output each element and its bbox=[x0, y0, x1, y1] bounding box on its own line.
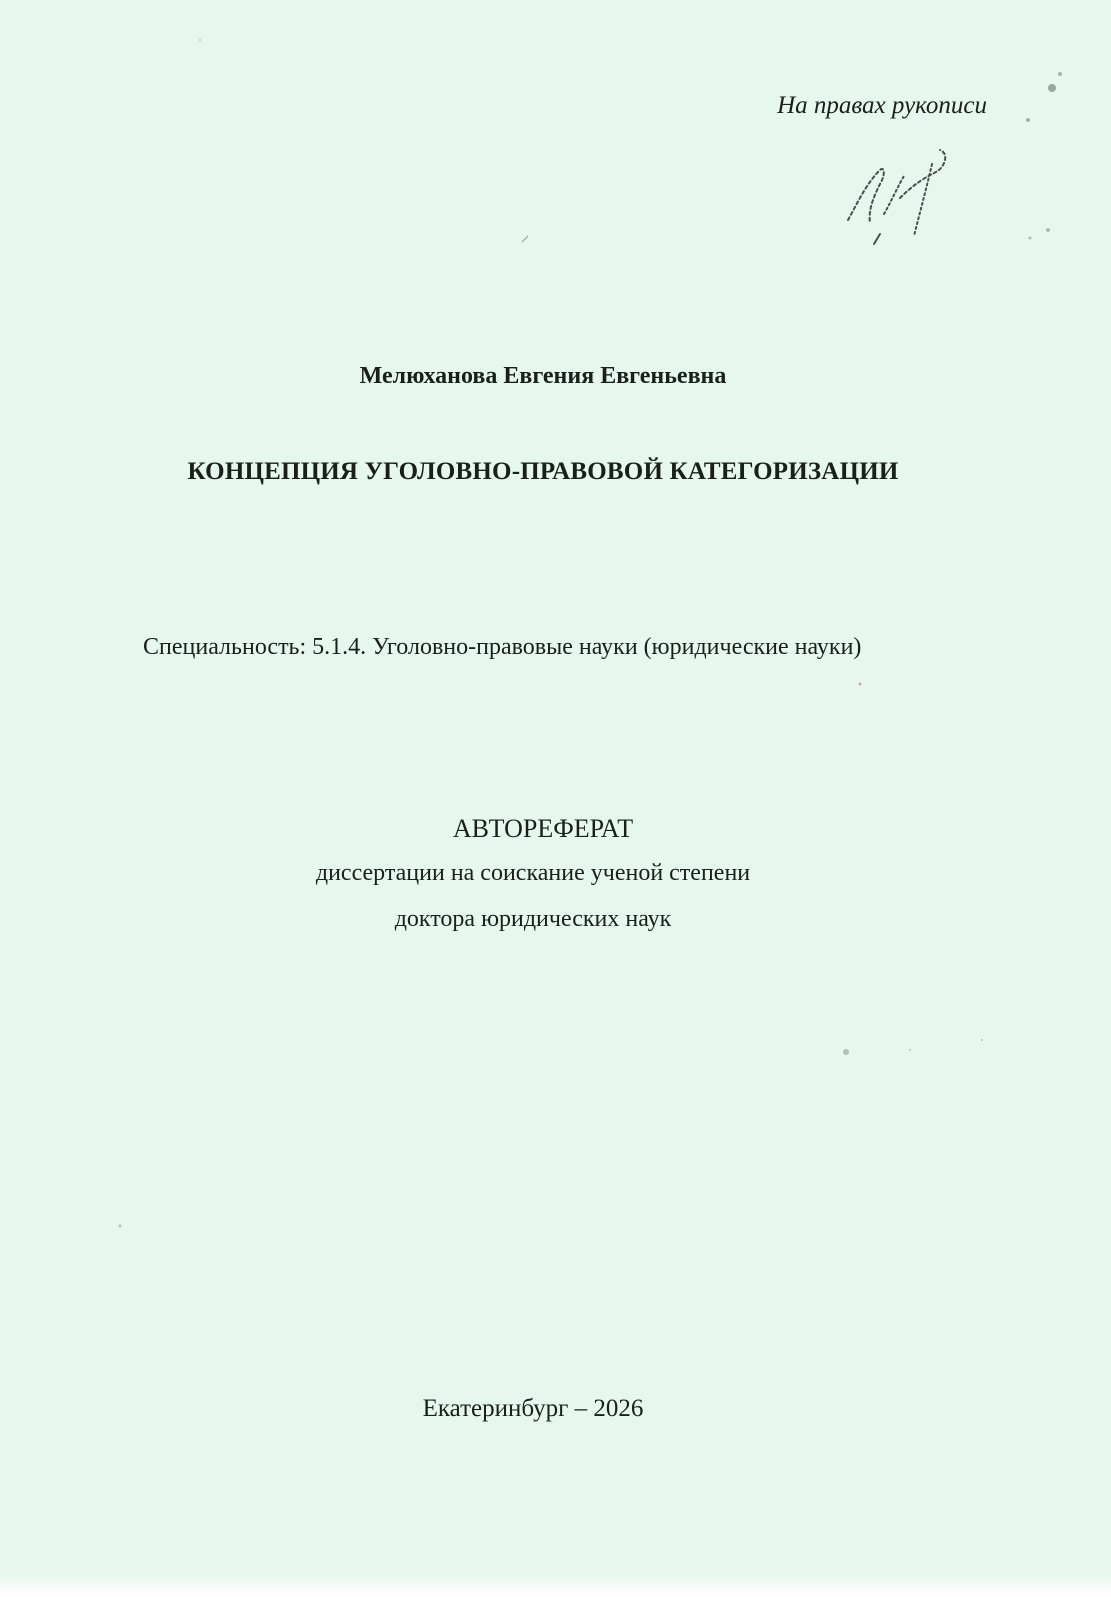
degree-line-1: диссертации на соискание ученой степени bbox=[315, 860, 751, 886]
rights-note: На правах рукописи bbox=[777, 92, 987, 119]
handwritten-signature bbox=[840, 140, 970, 260]
document-type: АВТОРЕФЕРАТ bbox=[452, 814, 634, 843]
degree-line-2: доктора юридических наук bbox=[394, 906, 672, 932]
author-name: Мелюханова Евгения Евгеньевна bbox=[359, 363, 727, 389]
specialty-line: Специальность: 5.1.4. Уголовно-правовые науки (юридические науки) bbox=[143, 634, 862, 660]
city-year: Екатеринбург – 2026 bbox=[422, 1395, 644, 1422]
dissertation-title: КОНЦЕПЦИЯ УГОЛОВНО-ПРАВОВОЙ КАТЕГОРИЗАЦИИ bbox=[187, 458, 899, 485]
